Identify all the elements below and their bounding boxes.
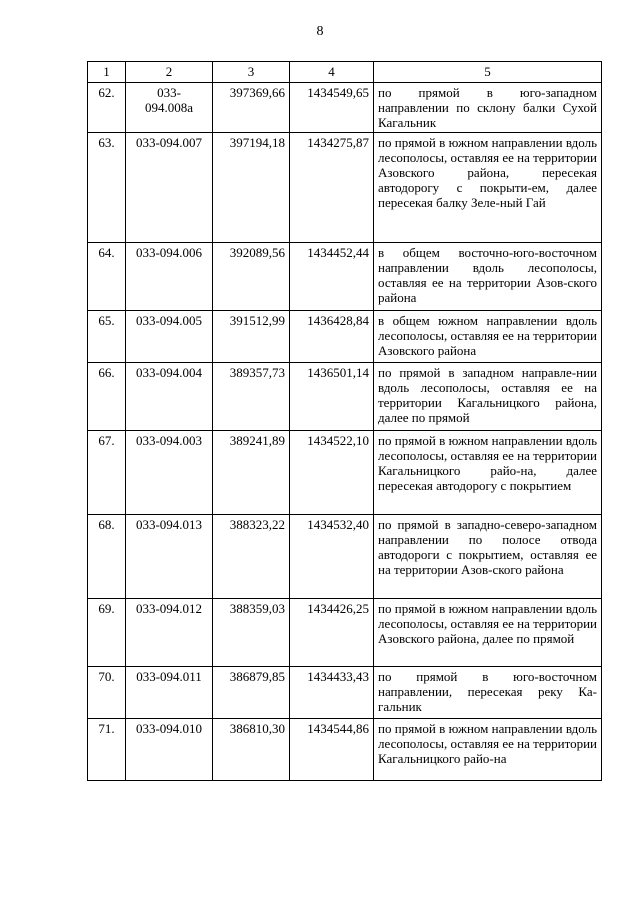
- point-id-cell: 033-094.004: [126, 363, 213, 431]
- row-number-cell: 64.: [88, 243, 126, 311]
- coordinate-y-cell: 1434433,43: [290, 667, 374, 719]
- coordinate-x-cell: 397369,66: [213, 83, 290, 133]
- point-id-cell: 033-094.006: [126, 243, 213, 311]
- header-col-3: 3: [213, 62, 290, 83]
- table-row: [88, 311, 602, 363]
- table-row: [88, 599, 602, 667]
- coordinate-y-cell: 1436501,14: [290, 363, 374, 431]
- coordinate-x-cell: 386810,30: [213, 719, 290, 781]
- table-row: [88, 363, 602, 431]
- coordinate-x-cell: 391512,99: [213, 311, 290, 363]
- row-number-cell: 69.: [88, 599, 126, 667]
- row-number-cell: 71.: [88, 719, 126, 781]
- coordinate-x-cell: 389241,89: [213, 431, 290, 515]
- boundary-description-cell: по прямой в юго-восточном направлении, пересекая реку Ка-гальник: [374, 667, 602, 719]
- table-row: [88, 243, 602, 311]
- table-row: [88, 667, 602, 719]
- coordinate-y-cell: 1434452,44: [290, 243, 374, 311]
- row-number-cell: 65.: [88, 311, 126, 363]
- table-row: [88, 431, 602, 515]
- table-row: [88, 719, 602, 781]
- boundary-description-cell: по прямой в южном направлении вдоль лесополосы, оставляя ее на территории Азовского района, пересекая автодорогу с покрыти-ем, далее пересекая балку Зеле-ный Гай: [374, 133, 602, 243]
- page-number: 8: [316, 24, 324, 39]
- coordinate-y-cell: 1434426,25: [290, 599, 374, 667]
- header-col-2: 2: [126, 62, 213, 83]
- boundary-description-cell: по прямой в западно-северо-западном направлении по полосе отвода автодороги с покрытием, оставляя ее на территории Азов-ского района: [374, 515, 602, 599]
- boundary-description-cell: по прямой в западном направле-нии вдоль лесополосы, оставляя ее на территории Кагальницкого района, далее по прямой: [374, 363, 602, 431]
- row-number-cell: 70.: [88, 667, 126, 719]
- coordinate-x-cell: 397194,18: [213, 133, 290, 243]
- point-id-cell: 033-094.013: [126, 515, 213, 599]
- header-col-1: 1: [88, 62, 126, 83]
- row-number-cell: 67.: [88, 431, 126, 515]
- table-header-row: [88, 62, 602, 83]
- table-body: [88, 83, 602, 781]
- coordinate-y-cell: 1434544,86: [290, 719, 374, 781]
- row-number-cell: 66.: [88, 363, 126, 431]
- coordinate-y-cell: 1436428,84: [290, 311, 374, 363]
- coordinate-y-cell: 1434522,10: [290, 431, 374, 515]
- point-id-cell: 033-094.012: [126, 599, 213, 667]
- coordinate-x-cell: 388359,03: [213, 599, 290, 667]
- point-id-cell: 033- 094.008а: [126, 83, 213, 133]
- boundary-description-cell: в общем восточно-юго-восточном направлении вдоль лесополосы, оставляя ее на территории Азов-ского района: [374, 243, 602, 311]
- header-col-5: 5: [374, 62, 602, 83]
- row-number-cell: 63.: [88, 133, 126, 243]
- coordinate-x-cell: 392089,56: [213, 243, 290, 311]
- coordinate-y-cell: 1434532,40: [290, 515, 374, 599]
- coordinate-y-cell: 1434275,87: [290, 133, 374, 243]
- point-id-cell: 033-094.010: [126, 719, 213, 781]
- boundary-description-cell: по прямой в южном направлении вдоль лесополосы, оставляя ее на территории Кагальницкого райо-на, далее пересекая автодорогу с покрытием: [374, 431, 602, 515]
- table-row: [88, 133, 602, 243]
- coordinate-x-cell: 386879,85: [213, 667, 290, 719]
- point-id-cell: 033-094.011: [126, 667, 213, 719]
- coordinate-x-cell: 389357,73: [213, 363, 290, 431]
- boundary-description-cell: по прямой в юго-западном направлении по склону балки Сухой Кагальник: [374, 83, 602, 133]
- boundary-points-table: [87, 61, 602, 781]
- boundary-description-cell: в общем южном направлении вдоль лесополосы, оставляя ее на территории Азовского района: [374, 311, 602, 363]
- header-col-4: 4: [290, 62, 374, 83]
- point-id-cell: 033-094.007: [126, 133, 213, 243]
- point-id-cell: 033-094.005: [126, 311, 213, 363]
- boundary-description-cell: по прямой в южном направлении вдоль лесополосы, оставляя ее на территории Кагальницкого райо-на: [374, 719, 602, 781]
- boundary-description-cell: по прямой в южном направлении вдоль лесополосы, оставляя ее на территории Азовского района, далее по прямой: [374, 599, 602, 667]
- point-id-cell: 033-094.003: [126, 431, 213, 515]
- row-number-cell: 62.: [88, 83, 126, 133]
- table-row: [88, 83, 602, 133]
- coordinate-x-cell: 388323,22: [213, 515, 290, 599]
- table-row: [88, 515, 602, 599]
- coordinate-y-cell: 1434549,65: [290, 83, 374, 133]
- row-number-cell: 68.: [88, 515, 126, 599]
